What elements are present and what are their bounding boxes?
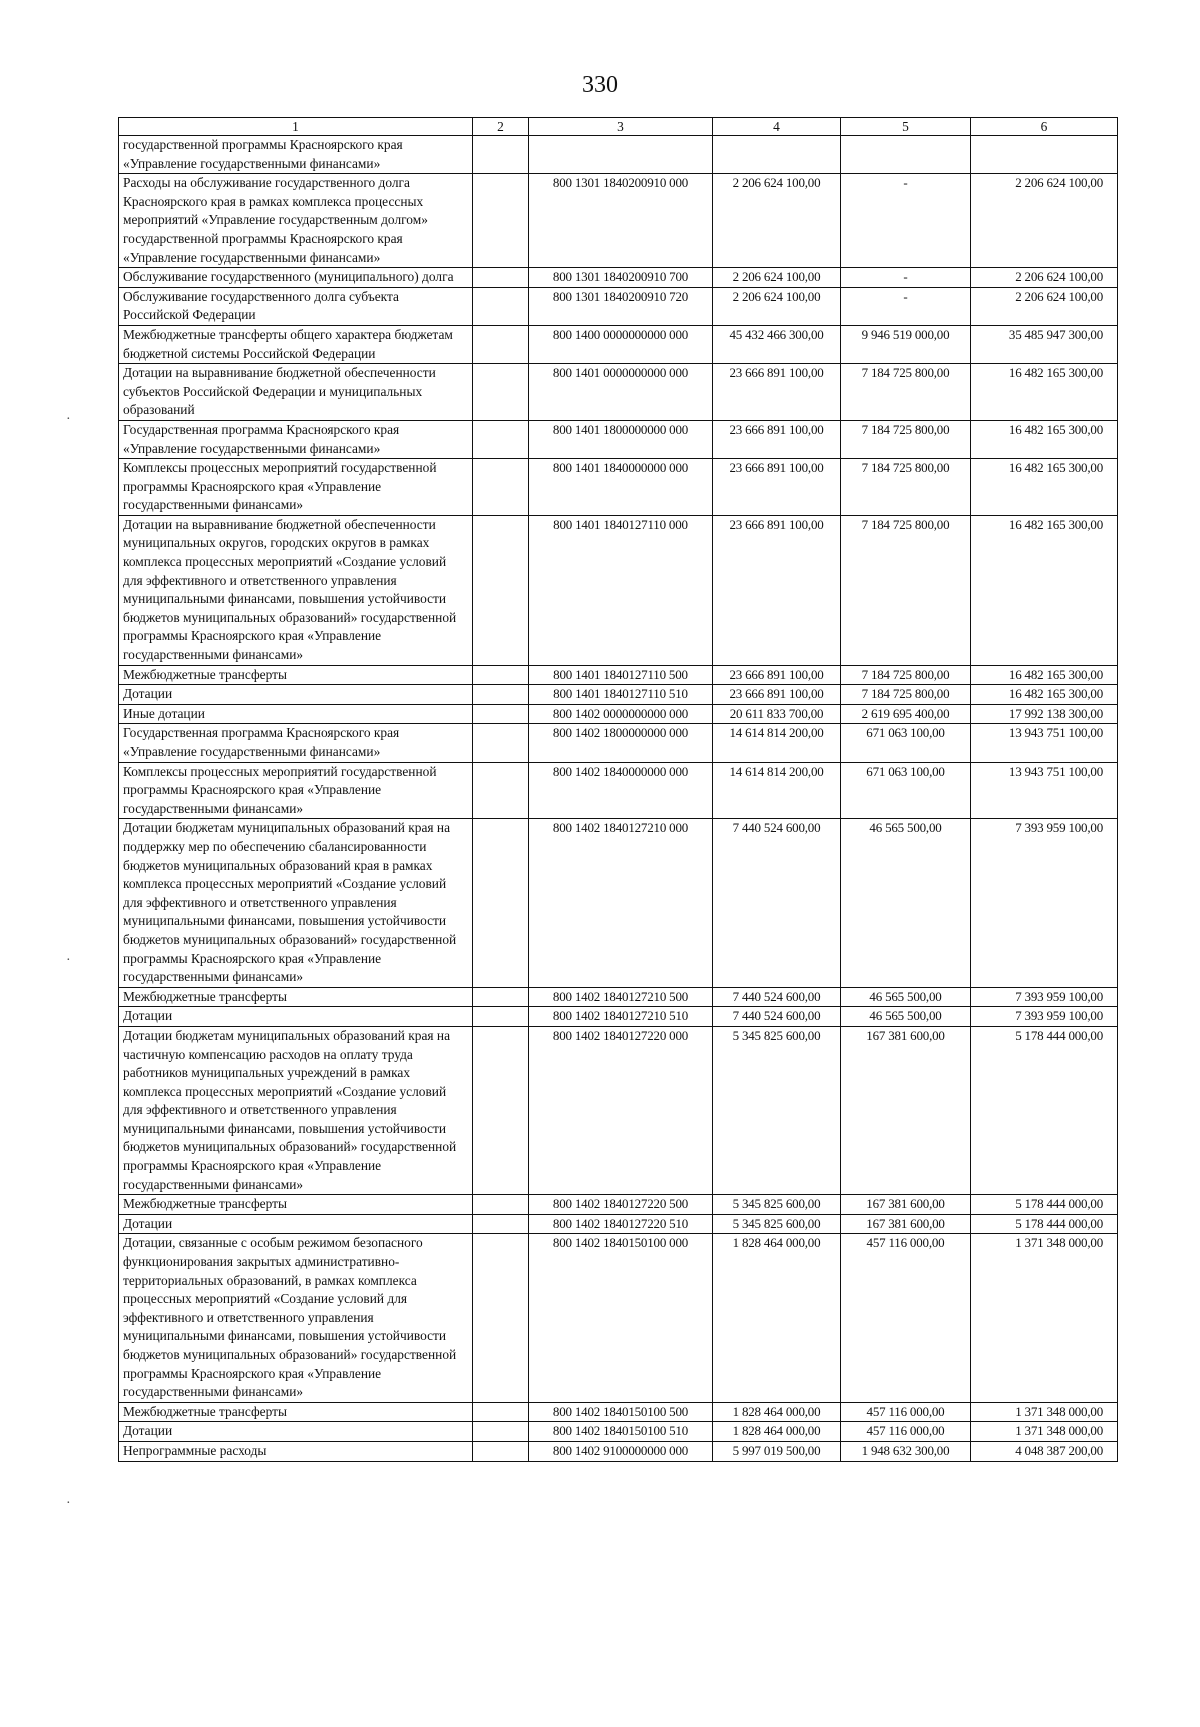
row-value-5-cell: 7 184 725 800,00 — [841, 459, 971, 516]
table-row — [119, 1402, 1118, 1422]
table-row — [119, 665, 1118, 685]
row-code-cell: 800 1402 1840127220 510 — [529, 1214, 713, 1234]
row-col2-cell — [473, 1402, 529, 1422]
row-code-cell: 800 1401 1800000000 000 — [529, 420, 713, 458]
row-value-4-cell: 23 666 891 100,00 — [713, 685, 841, 705]
row-name-cell: Комплексы процессных мероприятий государственной программы Красноярского края «Управление государственными финансами» — [119, 762, 473, 819]
row-value-6-cell: 2 206 624 100,00 — [971, 268, 1118, 288]
row-value-5-cell: 1 948 632 300,00 — [841, 1441, 971, 1461]
row-value-5-cell: 167 381 600,00 — [841, 1195, 971, 1215]
row-name-cell: государственной программы Красноярского края «Управление государственными финансами» — [119, 136, 473, 174]
row-value-4-cell: 45 432 466 300,00 — [713, 325, 841, 363]
row-code-cell: 800 1402 1840150100 500 — [529, 1402, 713, 1422]
table-row — [119, 724, 1118, 762]
table-row — [119, 685, 1118, 705]
row-name-cell: Государственная программа Красноярского края «Управление государственными финансами» — [119, 420, 473, 458]
row-value-5-cell: - — [841, 174, 971, 268]
row-value-6-cell: 1 371 348 000,00 — [971, 1234, 1118, 1402]
row-code-cell: 800 1401 1840127110 500 — [529, 665, 713, 685]
row-value-5-cell: 457 116 000,00 — [841, 1234, 971, 1402]
row-col2-cell — [473, 136, 529, 174]
row-name-cell: Дотации бюджетам муниципальных образований края на поддержку мер по обеспечению сбалансированности бюджетов муниципальных образований края в рамках комплекса процессных мероприятий «Создание условий для эффективного и ответственного управления муниципальными финансами, повышения устойчивости бюджетов муниципальных образований» государственной программы Красноярского края «Управление государственными финансами» — [119, 819, 473, 987]
table-row — [119, 762, 1118, 819]
row-name-cell: Комплексы процессных мероприятий государственной программы Красноярского края «Управление государственными финансами» — [119, 459, 473, 516]
table-row — [119, 1214, 1118, 1234]
row-name-cell: Дотации на выравнивание бюджетной обеспеченности субъектов Российской Федерации и муниципальных образований — [119, 364, 473, 421]
row-code-cell: 800 1301 1840200910 700 — [529, 268, 713, 288]
row-code-cell: 800 1402 1840127220 500 — [529, 1195, 713, 1215]
row-value-6-cell: 1 371 348 000,00 — [971, 1402, 1118, 1422]
row-value-6-cell: 1 371 348 000,00 — [971, 1422, 1118, 1442]
row-name-cell: Дотации — [119, 685, 473, 705]
row-name-cell: Дотации, связанные с особым режимом безопасного функционирования закрытых административно-территориальных образований, в рамках комплекса процессных мероприятий «Создание условий для эффективного и ответственного управления муниципальными финансами, повышения устойчивости бюджетов муниципальных образований» государственной программы Красноярского края «Управление государственными финансами» — [119, 1234, 473, 1402]
row-col2-cell — [473, 819, 529, 987]
table-row — [119, 704, 1118, 724]
row-name-cell: Обслуживание государственного (муниципального) долга — [119, 268, 473, 288]
row-value-6-cell: 4 048 387 200,00 — [971, 1441, 1118, 1461]
row-value-6-cell: 16 482 165 300,00 — [971, 685, 1118, 705]
row-code-cell: 800 1301 1840200910 720 — [529, 287, 713, 325]
row-value-6-cell: 16 482 165 300,00 — [971, 515, 1118, 665]
table-row — [119, 1234, 1118, 1402]
row-code-cell: 800 1401 1840000000 000 — [529, 459, 713, 516]
row-name-cell: Межбюджетные трансферты — [119, 665, 473, 685]
row-name-cell: Дотации — [119, 1422, 473, 1442]
row-value-5-cell: - — [841, 268, 971, 288]
table-row — [119, 515, 1118, 665]
row-value-6-cell: 7 393 959 100,00 — [971, 819, 1118, 987]
table-row — [119, 987, 1118, 1007]
table-row — [119, 136, 1118, 174]
row-col2-cell — [473, 364, 529, 421]
row-value-4-cell: 7 440 524 600,00 — [713, 1007, 841, 1027]
table-row — [119, 459, 1118, 516]
row-value-6-cell: 17 992 138 300,00 — [971, 704, 1118, 724]
row-name-cell: Иные дотации — [119, 704, 473, 724]
row-col2-cell — [473, 420, 529, 458]
table-row — [119, 819, 1118, 987]
table-row — [119, 364, 1118, 421]
row-col2-cell — [473, 1422, 529, 1442]
column-header-4: 4 — [713, 118, 841, 136]
row-value-4-cell: 2 206 624 100,00 — [713, 287, 841, 325]
row-value-5-cell — [841, 136, 971, 174]
budget-table — [118, 117, 1118, 1462]
row-name-cell: Обслуживание государственного долга субъекта Российской Федерации — [119, 287, 473, 325]
row-value-6-cell: 13 943 751 100,00 — [971, 762, 1118, 819]
column-header-5: 5 — [841, 118, 971, 136]
row-value-5-cell: 2 619 695 400,00 — [841, 704, 971, 724]
row-code-cell: 800 1301 1840200910 000 — [529, 174, 713, 268]
row-value-5-cell: 46 565 500,00 — [841, 819, 971, 987]
row-value-5-cell: 7 184 725 800,00 — [841, 685, 971, 705]
row-code-cell: 800 1402 1840000000 000 — [529, 762, 713, 819]
row-value-5-cell: 457 116 000,00 — [841, 1422, 971, 1442]
row-col2-cell — [473, 1195, 529, 1215]
row-value-6-cell: 35 485 947 300,00 — [971, 325, 1118, 363]
column-header-6: 6 — [971, 118, 1118, 136]
table-row — [119, 174, 1118, 268]
margin-mark: · — [66, 953, 71, 968]
row-code-cell: 800 1400 0000000000 000 — [529, 325, 713, 363]
row-name-cell: Межбюджетные трансферты общего характера бюджетам бюджетной системы Российской Федерации — [119, 325, 473, 363]
row-col2-cell — [473, 762, 529, 819]
column-header-2: 2 — [473, 118, 529, 136]
row-value-5-cell: 457 116 000,00 — [841, 1402, 971, 1422]
row-value-5-cell: 671 063 100,00 — [841, 762, 971, 819]
row-value-6-cell: 13 943 751 100,00 — [971, 724, 1118, 762]
row-name-cell: Непрограммные расходы — [119, 1441, 473, 1461]
row-value-6-cell: 16 482 165 300,00 — [971, 459, 1118, 516]
row-value-4-cell: 23 666 891 100,00 — [713, 515, 841, 665]
row-name-cell: Дотации — [119, 1214, 473, 1234]
row-code-cell: 800 1402 1840127220 000 — [529, 1026, 713, 1194]
column-header-1: 1 — [119, 118, 473, 136]
row-value-6-cell: 5 178 444 000,00 — [971, 1214, 1118, 1234]
row-value-6-cell: 5 178 444 000,00 — [971, 1195, 1118, 1215]
row-col2-cell — [473, 1214, 529, 1234]
row-col2-cell — [473, 287, 529, 325]
row-name-cell: Межбюджетные трансферты — [119, 1402, 473, 1422]
row-value-4-cell: 1 828 464 000,00 — [713, 1422, 841, 1442]
row-value-6-cell: 2 206 624 100,00 — [971, 287, 1118, 325]
margin-mark: · — [66, 412, 71, 427]
row-value-6-cell: 16 482 165 300,00 — [971, 364, 1118, 421]
row-value-6-cell — [971, 136, 1118, 174]
table-row — [119, 1441, 1118, 1461]
row-value-5-cell: 167 381 600,00 — [841, 1026, 971, 1194]
row-code-cell: 800 1401 1840127110 000 — [529, 515, 713, 665]
row-value-5-cell: 46 565 500,00 — [841, 987, 971, 1007]
row-code-cell: 800 1402 1840150100 000 — [529, 1234, 713, 1402]
row-value-4-cell: 1 828 464 000,00 — [713, 1402, 841, 1422]
column-header-3: 3 — [529, 118, 713, 136]
row-value-4-cell: 20 611 833 700,00 — [713, 704, 841, 724]
row-col2-cell — [473, 1026, 529, 1194]
row-code-cell: 800 1402 9100000000 000 — [529, 1441, 713, 1461]
row-value-4-cell: 23 666 891 100,00 — [713, 665, 841, 685]
row-name-cell: Межбюджетные трансферты — [119, 987, 473, 1007]
row-value-4-cell: 5 345 825 600,00 — [713, 1214, 841, 1234]
row-col2-cell — [473, 704, 529, 724]
table-row — [119, 1422, 1118, 1442]
row-value-5-cell: 7 184 725 800,00 — [841, 665, 971, 685]
row-col2-cell — [473, 1007, 529, 1027]
header-row — [119, 118, 1118, 136]
table-row — [119, 325, 1118, 363]
row-value-5-cell: 46 565 500,00 — [841, 1007, 971, 1027]
row-value-4-cell: 2 206 624 100,00 — [713, 174, 841, 268]
row-value-4-cell: 5 997 019 500,00 — [713, 1441, 841, 1461]
row-value-5-cell: 7 184 725 800,00 — [841, 515, 971, 665]
row-code-cell: 800 1402 1840150100 510 — [529, 1422, 713, 1442]
row-value-6-cell: 7 393 959 100,00 — [971, 1007, 1118, 1027]
row-value-4-cell: 5 345 825 600,00 — [713, 1026, 841, 1194]
row-value-4-cell: 14 614 814 200,00 — [713, 724, 841, 762]
row-value-6-cell: 16 482 165 300,00 — [971, 665, 1118, 685]
row-col2-cell — [473, 987, 529, 1007]
row-value-5-cell: 671 063 100,00 — [841, 724, 971, 762]
table-row — [119, 1007, 1118, 1027]
margin-mark: · — [66, 1496, 71, 1511]
row-code-cell: 800 1402 1800000000 000 — [529, 724, 713, 762]
row-name-cell: Государственная программа Красноярского края «Управление государственными финансами» — [119, 724, 473, 762]
row-value-5-cell: 7 184 725 800,00 — [841, 364, 971, 421]
row-col2-cell — [473, 459, 529, 516]
row-name-cell: Дотации — [119, 1007, 473, 1027]
row-value-4-cell — [713, 136, 841, 174]
row-value-5-cell: 9 946 519 000,00 — [841, 325, 971, 363]
row-value-4-cell: 23 666 891 100,00 — [713, 364, 841, 421]
table-row — [119, 1026, 1118, 1194]
row-col2-cell — [473, 515, 529, 665]
table-row — [119, 287, 1118, 325]
row-name-cell: Дотации бюджетам муниципальных образований края на частичную компенсацию расходов на оплату труда работников муниципальных учреждений в рамках комплекса процессных мероприятий «Создание условий для эффективного и ответственного управления муниципальными финансами, повышения устойчивости бюджетов муниципальных образований» государственной программы Красноярского края «Управление государственными финансами» — [119, 1026, 473, 1194]
row-code-cell: 800 1401 0000000000 000 — [529, 364, 713, 421]
row-name-cell: Межбюджетные трансферты — [119, 1195, 473, 1215]
row-col2-cell — [473, 665, 529, 685]
row-code-cell — [529, 136, 713, 174]
row-col2-cell — [473, 685, 529, 705]
row-value-5-cell: - — [841, 287, 971, 325]
row-code-cell: 800 1401 1840127110 510 — [529, 685, 713, 705]
row-value-4-cell: 1 828 464 000,00 — [713, 1234, 841, 1402]
row-code-cell: 800 1402 0000000000 000 — [529, 704, 713, 724]
table-row — [119, 420, 1118, 458]
row-name-cell: Дотации на выравнивание бюджетной обеспеченности муниципальных округов, городских округов в рамках комплекса процессных мероприятий «Создание условий для эффективного и ответственного управления муниципальными финансами, повышения устойчивости бюджетов муниципальных образований» государственной программы Красноярского края «Управление государственными финансами» — [119, 515, 473, 665]
row-value-4-cell: 7 440 524 600,00 — [713, 987, 841, 1007]
table-row — [119, 1195, 1118, 1215]
row-col2-cell — [473, 174, 529, 268]
row-value-6-cell: 16 482 165 300,00 — [971, 420, 1118, 458]
row-value-4-cell: 23 666 891 100,00 — [713, 459, 841, 516]
row-value-5-cell: 7 184 725 800,00 — [841, 420, 971, 458]
row-col2-cell — [473, 1234, 529, 1402]
page-number: 330 — [582, 72, 618, 98]
row-col2-cell — [473, 268, 529, 288]
row-code-cell: 800 1402 1840127210 000 — [529, 819, 713, 987]
row-code-cell: 800 1402 1840127210 510 — [529, 1007, 713, 1027]
table-row — [119, 268, 1118, 288]
row-value-6-cell: 7 393 959 100,00 — [971, 987, 1118, 1007]
row-value-4-cell: 7 440 524 600,00 — [713, 819, 841, 987]
row-value-6-cell: 2 206 624 100,00 — [971, 174, 1118, 268]
row-value-4-cell: 14 614 814 200,00 — [713, 762, 841, 819]
row-value-6-cell: 5 178 444 000,00 — [971, 1026, 1118, 1194]
row-value-4-cell: 5 345 825 600,00 — [713, 1195, 841, 1215]
row-name-cell: Расходы на обслуживание государственного долга Красноярского края в рамках комплекса процессных мероприятий «Управление государственным долгом» государственной программы Красноярского края «Управление государственными финансами» — [119, 174, 473, 268]
row-col2-cell — [473, 724, 529, 762]
row-col2-cell — [473, 1441, 529, 1461]
row-value-4-cell: 2 206 624 100,00 — [713, 268, 841, 288]
row-value-5-cell: 167 381 600,00 — [841, 1214, 971, 1234]
row-code-cell: 800 1402 1840127210 500 — [529, 987, 713, 1007]
row-col2-cell — [473, 325, 529, 363]
row-value-4-cell: 23 666 891 100,00 — [713, 420, 841, 458]
